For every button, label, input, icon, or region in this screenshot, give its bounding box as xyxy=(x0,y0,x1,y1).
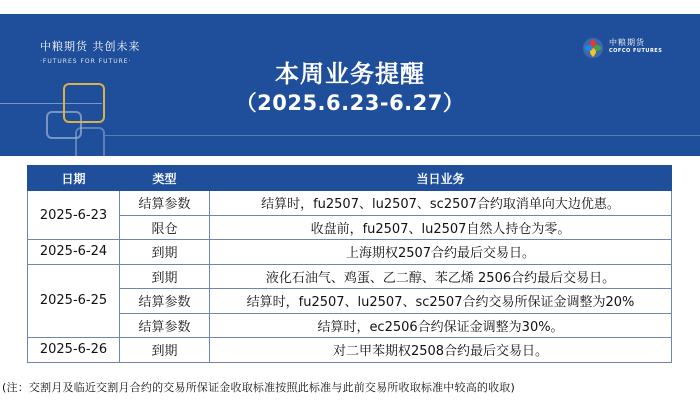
footnote: (注：交割月及临近交割月合约的交易所保证金收取标准按照此标准与此前交易所收取标准中较高的收取) xyxy=(2,381,515,394)
column-header-type: 类型 xyxy=(120,166,210,191)
column-header-business: 当日业务 xyxy=(210,166,672,191)
table-row xyxy=(28,264,672,289)
type-cell: 结算参数 xyxy=(120,289,210,314)
date-cell: 2025-6-24 xyxy=(28,240,120,265)
business-cell: 结算时，fu2507、lu2507、sc2507合约取消单向大边优惠。 xyxy=(210,191,672,216)
logo-text-en: COFCO FUTURES xyxy=(609,48,663,54)
logo-text-cn: 中粮期货 xyxy=(609,38,645,47)
table-row xyxy=(28,215,672,240)
type-cell: 到期 xyxy=(120,338,210,363)
page-title: 本周业务提醒 xyxy=(275,60,425,88)
business-cell: 上海期权2507合约最后交易日。 xyxy=(210,240,672,265)
column-header-date: 日期 xyxy=(28,166,120,191)
business-cell: 收盘前，fu2507、lu2507自然人持仓为零。 xyxy=(210,215,672,240)
type-cell: 结算参数 xyxy=(120,313,210,338)
brand-slogan-en: ·FUTURES FOR FUTURE· xyxy=(40,58,132,65)
business-cell: 结算时，fu2507、lu2507、sc2507合约交易所保证金调整为20% xyxy=(210,289,672,314)
date-range: （2025.6.23-6.27） xyxy=(235,91,465,115)
type-cell: 到期 xyxy=(120,264,210,289)
business-cell: 液化石油气、鸡蛋、乙二醇、苯乙烯 2506合约最后交易日。 xyxy=(210,264,672,289)
business-cell: 对二甲苯期权2508合约最后交易日。 xyxy=(210,338,672,363)
table-row xyxy=(28,313,672,338)
table-row xyxy=(28,338,672,363)
header-banner xyxy=(0,14,700,156)
business-cell: 结算时，ec2506合约保证金调整为30%。 xyxy=(210,313,672,338)
decorative-line xyxy=(105,135,700,136)
table-row xyxy=(28,240,672,265)
business-table xyxy=(27,165,672,363)
type-cell: 结算参数 xyxy=(120,191,210,216)
type-cell: 限仓 xyxy=(120,215,210,240)
table-header-row xyxy=(28,166,672,191)
table-row xyxy=(28,289,672,314)
table-row xyxy=(28,191,672,216)
date-cell: 2025-6-25 xyxy=(28,264,120,338)
date-cell: 2025-6-26 xyxy=(28,338,120,363)
brand-slogan-cn: 中粮期货 共创未来 xyxy=(40,40,141,53)
decorative-square xyxy=(75,127,105,156)
date-cell: 2025-6-23 xyxy=(28,191,120,240)
type-cell: 到期 xyxy=(120,240,210,265)
